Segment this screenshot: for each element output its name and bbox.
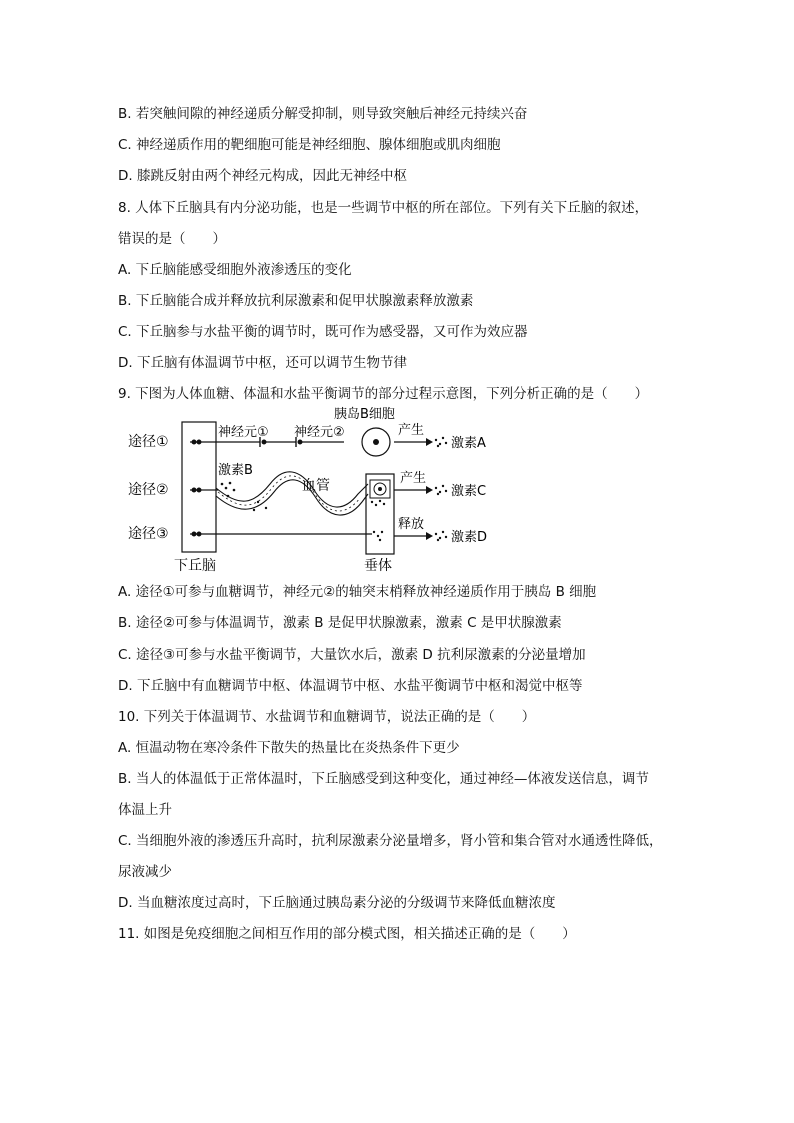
option-line: B. 途径②可参与体温调节，激素 B 是促甲状腺激素，激素 C 是甲状腺激素 — [118, 615, 562, 631]
hormone-dots-icon — [373, 531, 383, 541]
question-stem: 错误的是（ ） — [118, 231, 226, 247]
hypothalamus-label: 下丘脑 — [174, 558, 216, 574]
hormone-b-label: 激素B — [218, 463, 253, 478]
hormone-a-label: 激素A — [451, 436, 486, 451]
option-line: A. 下丘脑能感受细胞外液渗透压的变化 — [118, 262, 352, 278]
regulation-diagram — [118, 404, 518, 576]
path-2-label: 途径② — [128, 482, 169, 498]
option-line: B. 下丘脑能合成并释放抗利尿激素和促甲状腺激素释放激素 — [118, 293, 474, 309]
question-stem: 11. 如图是免疫细胞之间相互作用的部分模式图，相关描述正确的是（ ） — [118, 926, 576, 942]
path-1-label: 途径① — [128, 434, 169, 450]
path-3-label: 途径③ — [128, 526, 169, 542]
option-line: D. 下丘脑有体温调节中枢，还可以调节生物节律 — [118, 355, 407, 371]
option-line: 体温上升 — [118, 802, 172, 818]
option-line: B. 若突触间隙的神经递质分解受抑制，则导致突触后神经元持续兴奋 — [118, 106, 528, 122]
hormone-dots-icon — [435, 437, 447, 447]
option-line: C. 当细胞外液的渗透压升高时，抗利尿激素分泌量增多，肾小管和集合管对水通透性降低， — [118, 833, 663, 849]
question-stem: 9. 下图为人体血糖、体温和水盐平衡调节的部分过程示意图，下列分析正确的是（ ） — [118, 386, 649, 402]
option-line: C. 途径③可参与水盐平衡调节，大量饮水后，激素 D 抗利尿激素的分泌量增加 — [118, 647, 586, 663]
option-line: 尿液减少 — [118, 864, 172, 880]
option-line: A. 途径①可参与血糖调节，神经元②的轴突末梢释放神经递质作用于胰岛 B 细胞 — [118, 584, 597, 600]
islet-cell-label: 胰岛B细胞 — [334, 407, 395, 422]
hormone-dots-icon — [371, 500, 385, 506]
neuron-2-label: 神经元② — [294, 425, 345, 440]
question-stem: 10. 下列关于体温调节、水盐调节和血糖调节，说法正确的是（ ） — [118, 709, 536, 725]
option-line: D. 当血糖浓度过高时，下丘脑通过胰岛素分泌的分级调节来降低血糖浓度 — [118, 895, 556, 911]
hormone-d-label: 激素D — [451, 530, 488, 545]
option-line: B. 当人的体温低于正常体温时，下丘脑感受到这种变化，通过神经—体液发送信息，调节 — [118, 771, 649, 787]
release-label: 释放 — [398, 517, 425, 532]
option-line: C. 下丘脑参与水盐平衡的调节时，既可作为感受器，又可作为效应器 — [118, 324, 528, 340]
produce-label-2: 产生 — [400, 471, 427, 486]
neuron-1-label: 神经元① — [218, 425, 269, 440]
vessel-label: 血管 — [302, 478, 330, 494]
hormone-c-label: 激素C — [451, 484, 487, 499]
hormone-dots-icon — [435, 531, 447, 541]
question-stem: 8. 人体下丘脑具有内分泌功能，也是一些调节中枢的所在部位。下列有关下丘脑的叙述， — [118, 200, 649, 216]
hormone-dots-icon — [435, 485, 447, 495]
option-line: A. 恒温动物在寒冷条件下散失的热量比在炎热条件下更少 — [118, 740, 460, 756]
option-line: D. 下丘脑中有血糖调节中枢、体温调节中枢、水盐平衡调节中枢和渴觉中枢等 — [118, 678, 583, 694]
pituitary-label: 垂体 — [364, 558, 392, 574]
option-line: D. 膝跳反射由两个神经元构成，因此无神经中枢 — [118, 168, 407, 184]
hormone-dots-icon — [221, 482, 268, 512]
option-line: C. 神经递质作用的靶细胞可能是神经细胞、腺体细胞或肌肉细胞 — [118, 137, 501, 153]
produce-label-1: 产生 — [398, 423, 425, 438]
synapse-icon — [190, 440, 202, 536]
